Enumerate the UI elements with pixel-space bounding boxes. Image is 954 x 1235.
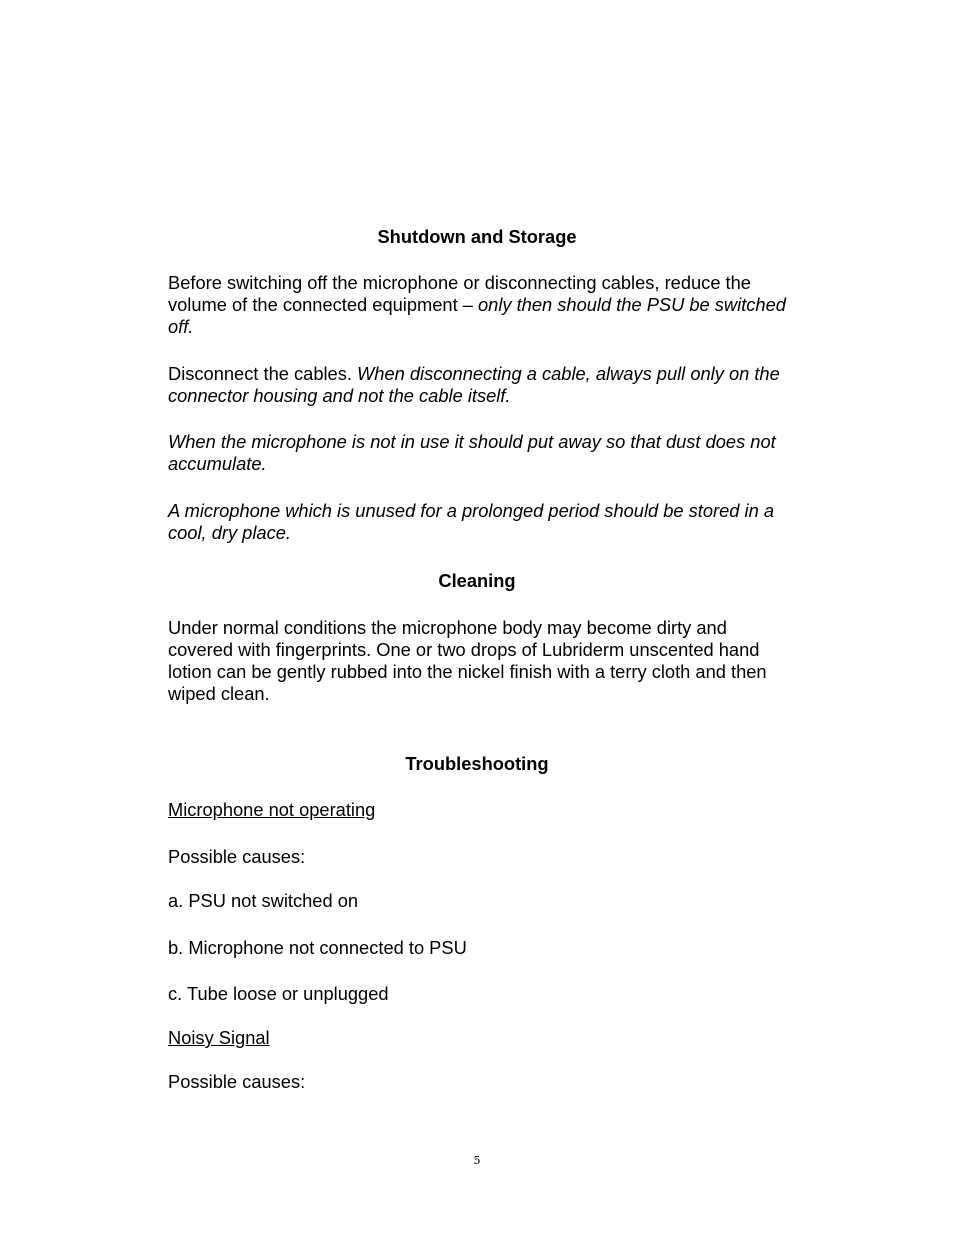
possible-causes-label-1: Possible causes: [168, 846, 306, 867]
cause-item-b: b. Microphone not connected to PSU [168, 937, 467, 958]
page-number: 5 [473, 1154, 481, 1167]
shutdown-p2-italic: When disconnecting a cable, always pull only on the connector housing and not the cable itself. [168, 363, 780, 406]
cause-item-c: c. Tube loose or unplugged [168, 983, 389, 1004]
cause-item-a: a. PSU not switched on [168, 890, 359, 911]
shutdown-heading: Shutdown and Storage [377, 226, 577, 247]
subheading-noisy-signal: Noisy Signal [168, 1027, 270, 1048]
troubleshooting-heading: Troubleshooting [405, 753, 549, 774]
shutdown-paragraph-3: When the microphone is not in use it should put away so that dust does not accumulate. [168, 431, 776, 474]
subheading-microphone-not-operating: Microphone not operating [168, 799, 376, 820]
shutdown-paragraph-4: A microphone which is unused for a prolonged period should be stored in a cool, dry place. [168, 500, 775, 543]
shutdown-p2-text: Disconnect the cables. [168, 363, 358, 384]
shutdown-p1-text: Before switching off the microphone or disconnecting cables, reduce the volume of the connected equipment – [168, 272, 751, 315]
shutdown-p1-italic: only then should the PSU be switched off. [168, 294, 786, 337]
cleaning-paragraph: Under normal conditions the microphone body may become dirty and covered with fingerprints. One or two drops of Lubriderm unscented hand lotion can be gently rubbed into the nickel finish with a terry cloth and then wiped clean. [168, 617, 767, 704]
shutdown-paragraph-1 [168, 272, 788, 338]
shutdown-paragraph-2 [168, 363, 788, 407]
possible-causes-label-2: Possible causes: [168, 1071, 306, 1092]
cleaning-heading: Cleaning [438, 570, 516, 591]
